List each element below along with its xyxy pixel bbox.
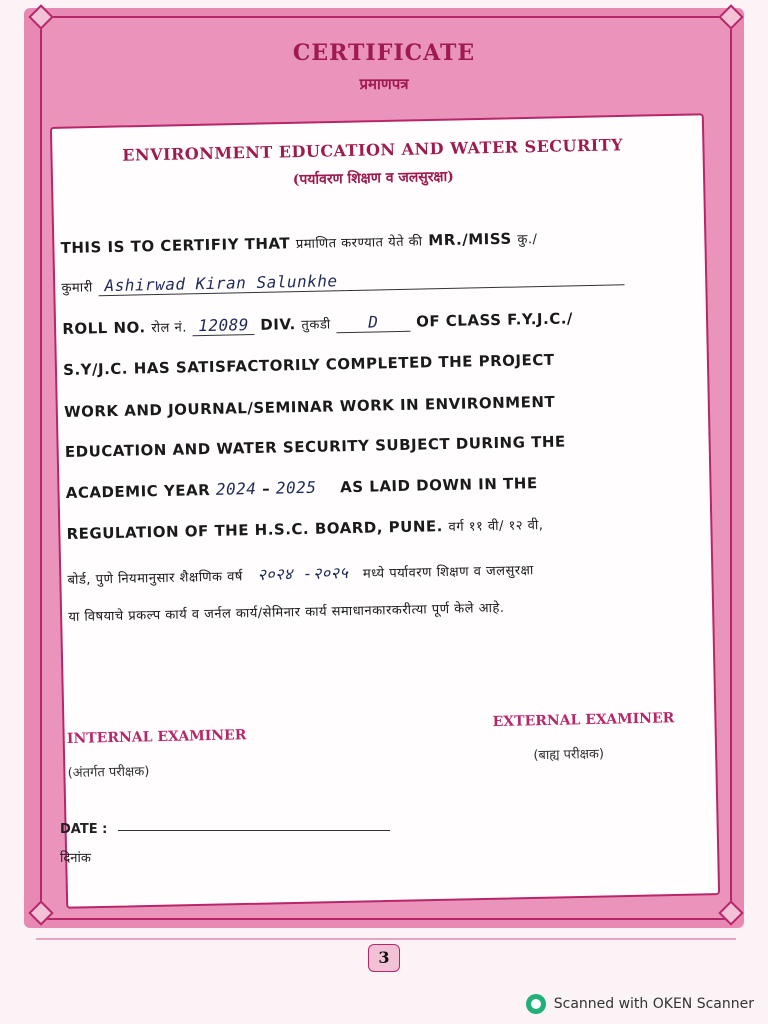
date-label-marathi: दिनांक <box>60 851 91 866</box>
marathi-year-suffix: मध्ये पर्यावरण शिक्षण व जलसुरक्षा <box>362 563 534 582</box>
body-line: EDUCATION AND WATER SECURITY SUBJECT DURING THE <box>64 432 566 462</box>
roll-label-marathi: रोल नं. <box>151 320 188 337</box>
page-number: 3 <box>368 944 400 972</box>
division-label-marathi: तुकडी <box>301 317 331 334</box>
academic-year-line: ACADEMIC YEAR 2024 – 2025 AS LAID DOWN IN THE <box>65 474 538 502</box>
student-name-field: Ashirwad Kiran Salunkhe <box>98 265 624 296</box>
roll-number-field: 12089 <box>192 315 254 336</box>
bottom-divider <box>36 938 736 940</box>
scanner-watermark <box>526 992 754 1016</box>
external-examiner-label-marathi: (बाह्य परीक्षक) <box>533 746 605 764</box>
marathi-line: या विषयाचे प्रकल्प कार्य व जर्नल कार्य/सेमिनार कार्य समाधानकारकरीत्या पूर्ण केले आहे. <box>68 600 505 625</box>
salutation-marathi: कु./ <box>517 232 538 248</box>
division-field: D <box>336 312 410 334</box>
name-line <box>61 264 671 297</box>
regulation-text-marathi: वर्ग ११ वी/ १२ वी, <box>448 518 544 535</box>
subject-heading-marathi: (पर्यावरण शिक्षण व जलसुरक्षा) <box>292 168 454 189</box>
subject-heading: ENVIRONMENT EDUCATION AND WATER SECURITY <box>122 135 624 165</box>
internal-examiner-label-marathi: (अंतर्गत परीक्षक) <box>67 764 150 782</box>
page-number-badge <box>364 942 404 972</box>
marathi-year: २०२४ -२०२५ <box>257 563 349 584</box>
certify-text-marathi: प्रमाणित करण्यात येते की <box>295 234 423 253</box>
roll-label: ROLL NO. <box>62 318 146 339</box>
external-examiner-label: EXTERNAL EXAMINER <box>492 710 675 731</box>
year-from: 2024 <box>215 479 257 499</box>
certify-text: THIS IS TO CERTIFIY THAT <box>60 234 291 258</box>
certificate-subtitle: प्रमाणपत्र <box>359 75 409 93</box>
body-line: WORK AND JOURNAL/SEMINAR WORK IN ENVIRONMENT <box>63 392 556 422</box>
salutation: MR./MISS <box>428 229 512 250</box>
name-prefix: कुमारी <box>61 280 93 297</box>
class-text: OF CLASS F.Y.J.C./ <box>415 309 574 331</box>
roll-line <box>62 306 672 339</box>
internal-examiner-label: INTERNAL EXAMINER <box>66 727 247 748</box>
division-label: DIV. <box>260 315 296 334</box>
scanner-logo-icon <box>526 994 546 1014</box>
certificate-title: CERTIFICATE <box>292 40 476 66</box>
body-line: S.Y/J.C. HAS SATISFACTORILY COMPLETED THE PROJECT <box>63 350 555 380</box>
certify-line <box>60 226 670 257</box>
year-to: 2025 <box>275 477 317 498</box>
date-field-line <box>118 830 390 831</box>
scanner-text: Scanned with OKEN Scanner <box>553 996 754 1012</box>
regulation-line <box>66 512 676 543</box>
academic-year-suffix: AS LAID DOWN IN THE <box>339 474 538 497</box>
marathi-line <box>67 554 677 589</box>
marathi-year-prefix: बोर्ड, पुणे नियमानुसार शैक्षणिक वर्ष <box>67 569 244 588</box>
academic-year-label: ACADEMIC YEAR <box>65 480 211 502</box>
date-label: DATE : <box>60 822 108 837</box>
regulation-text: REGULATION OF THE H.S.C. BOARD, PUNE. <box>66 517 444 543</box>
